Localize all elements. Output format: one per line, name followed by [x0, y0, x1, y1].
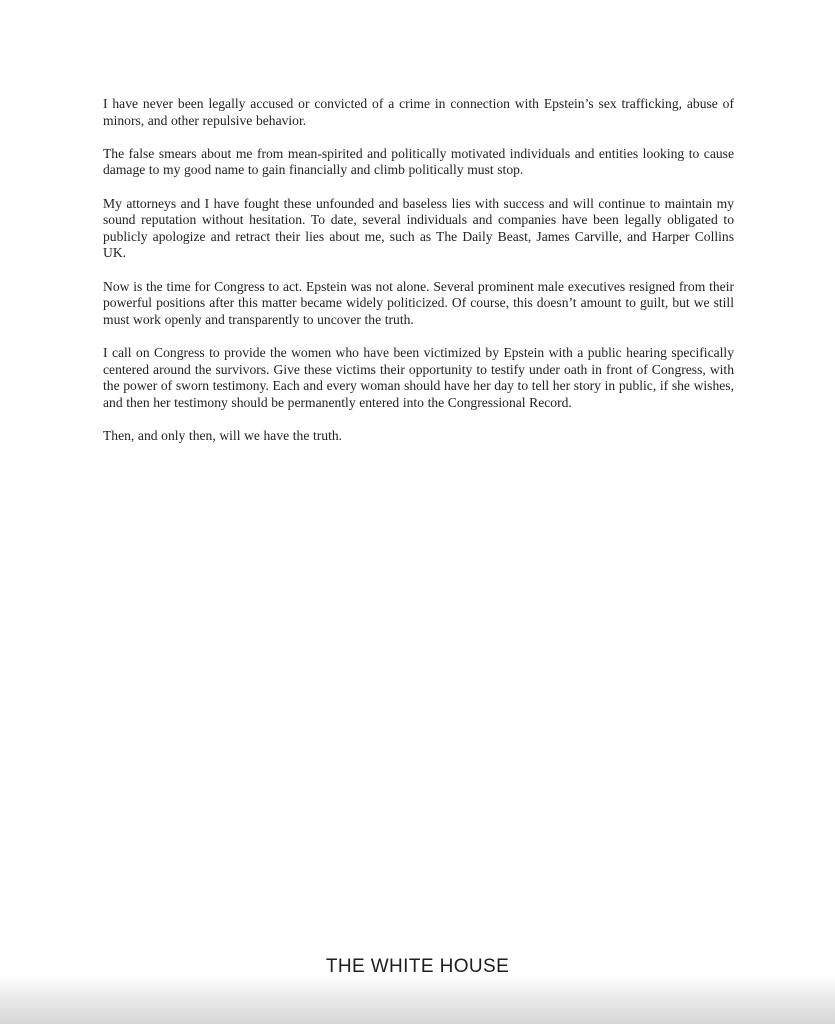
paragraph-3: My attorneys and I have fought these unfounded and baseless lies with success and will continue to maintain my sound reputation without hesitation. To date, several individuals and companies have been legally obligated to publicly apologize and retract their lies about me, such as The Daily Beast, James Carville, and Harper Collins UK.: [103, 195, 734, 261]
letterhead-footer: THE WHITE HOUSE: [325, 956, 510, 977]
paragraph-2: The false smears about me from mean-spirited and politically motivated individuals and entities looking to cause damage to my good name to gain financially and climb politically must stop.: [103, 145, 734, 178]
paragraph-6: Then, and only then, will we have the truth.: [103, 427, 343, 443]
paragraph-1: I have never been legally accused or convicted of a crime in connection with Epstein’s sex trafficking, abuse of minors, and other repulsive behavior.: [103, 96, 734, 128]
statement-body: [103, 96, 734, 461]
paragraph-5: I call on Congress to provide the women who have been victimized by Epstein with a public hearing specifically centered around the survivors. Give these victims their opportunity to testify under oath in front of Congress, with the power of sworn testimony. Each and every woman should have her day to tell her story in public, if she wishes, and then her testimony should be permanently entered into the Congressional Record.: [103, 344, 734, 410]
paragraph-4: Now is the time for Congress to act. Epstein was not alone. Several prominent male executives resigned from their powerful positions after this matter became widely politicized. Of course, this doesn’t amount to guilt, but we still must work openly and transparently to uncover the truth.: [103, 278, 734, 327]
